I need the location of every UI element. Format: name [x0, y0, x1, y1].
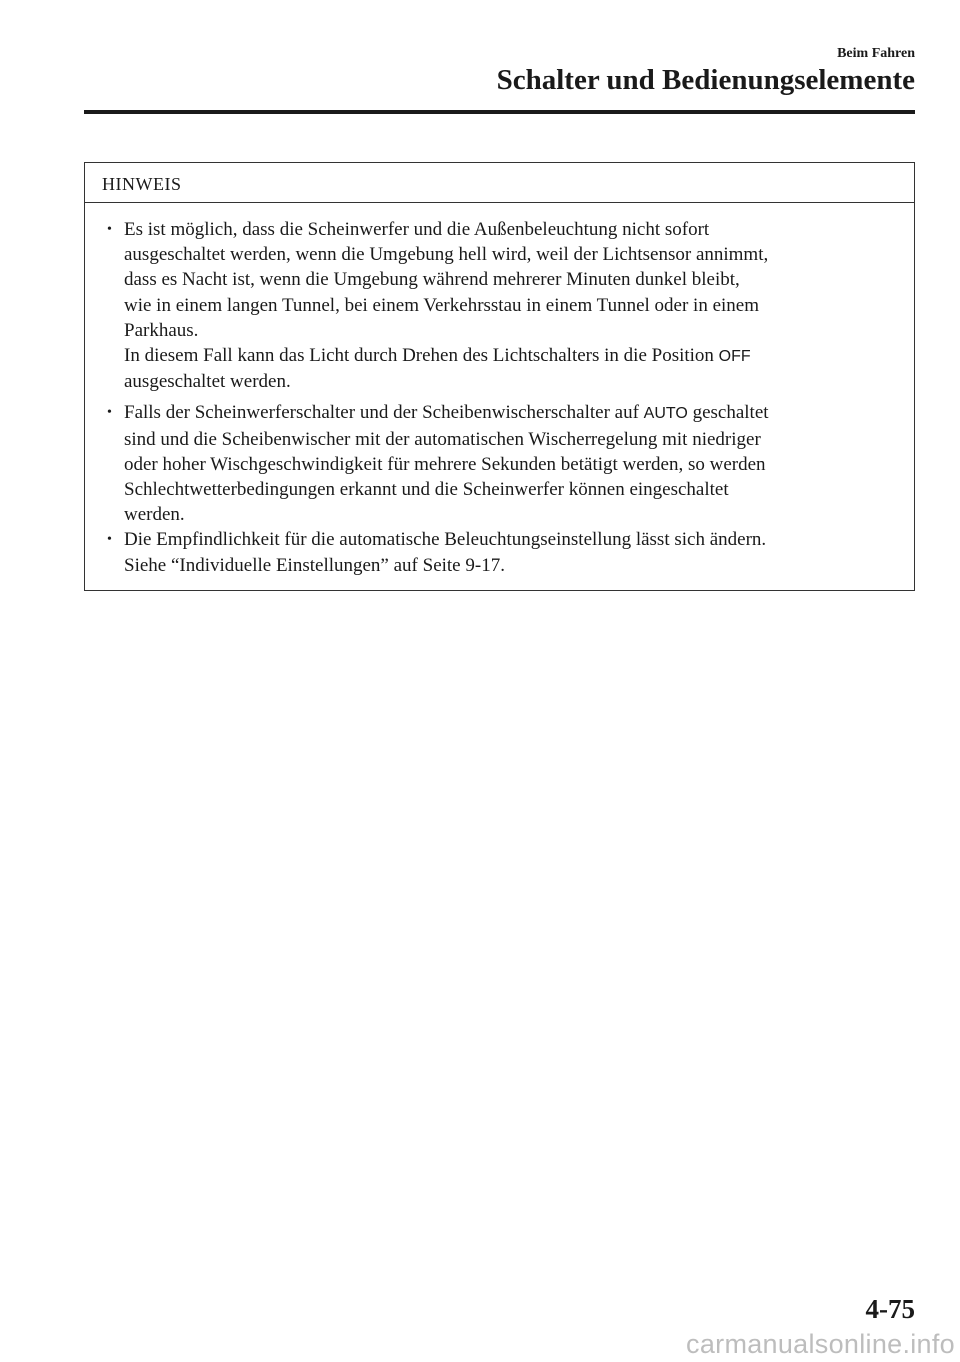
note-line: Siehe “Individuelle Einstellungen” auf Seite 9-17. — [124, 554, 505, 576]
section-title: Beim Fahren — [837, 46, 915, 61]
note-line: Es ist möglich, dass die Scheinwerfer und die Außenbeleuchtung nicht sofort — [124, 219, 710, 240]
note-line: Die Empfindlichkeit für die automatische Beleuchtungseinstellung lässt sich ändern. — [124, 529, 767, 551]
note-line: sind und die Scheibenwischer mit der automatischen Wischerregelung mit niedriger — [124, 428, 761, 450]
note-box — [84, 162, 915, 591]
bullet-icon: • — [107, 532, 112, 548]
watermark: carmanualsonline.info — [686, 1329, 955, 1359]
note-line: Parkhaus. — [124, 319, 199, 341]
note-line: werden. — [124, 504, 185, 526]
note-line: In diesem Fall kann das Licht durch Drehen des Lichtschalters in die Position — [124, 345, 714, 367]
note-item — [105, 400, 894, 527]
chapter-title: Schalter und Bedienungselemente — [496, 64, 915, 96]
note-line: wie in einem langen Tunnel, bei einem Verkehrsstau in einem Tunnel oder in einem — [124, 294, 759, 316]
header-rule — [84, 110, 915, 114]
bullet-icon: • — [107, 405, 112, 421]
note-line: ausgeschaltet werden. — [124, 371, 291, 393]
switch-position-auto: AUTO — [643, 405, 688, 423]
switch-position-off: OFF — [718, 348, 751, 366]
note-line: ausgeschaltet werden, wenn die Umgebung hell wird, weil der Lichtsensor annimmt, — [124, 244, 769, 266]
page-number: 4-75 — [865, 1294, 915, 1324]
note-line: oder hoher Wischgeschwindigkeit für mehrere Sekunden betätigt werden, so werden — [124, 453, 766, 475]
note-item — [105, 527, 894, 577]
note-line: dass es Nacht ist, wenn die Umgebung während mehrerer Minuten dunkel bleibt, — [124, 269, 740, 291]
note-line: Schlechtwetterbedingungen erkannt und die Scheinwerfer können eingeschaltet — [124, 479, 729, 501]
note-body — [85, 203, 914, 590]
note-title: HINWEIS — [85, 163, 914, 203]
bullet-icon: • — [107, 222, 112, 237]
note-item — [105, 217, 894, 394]
note-line: geschaltet — [692, 402, 769, 424]
page-header — [497, 46, 915, 97]
note-line: Falls der Scheinwerferschalter und der Scheibenwischerschalter auf — [124, 402, 639, 424]
